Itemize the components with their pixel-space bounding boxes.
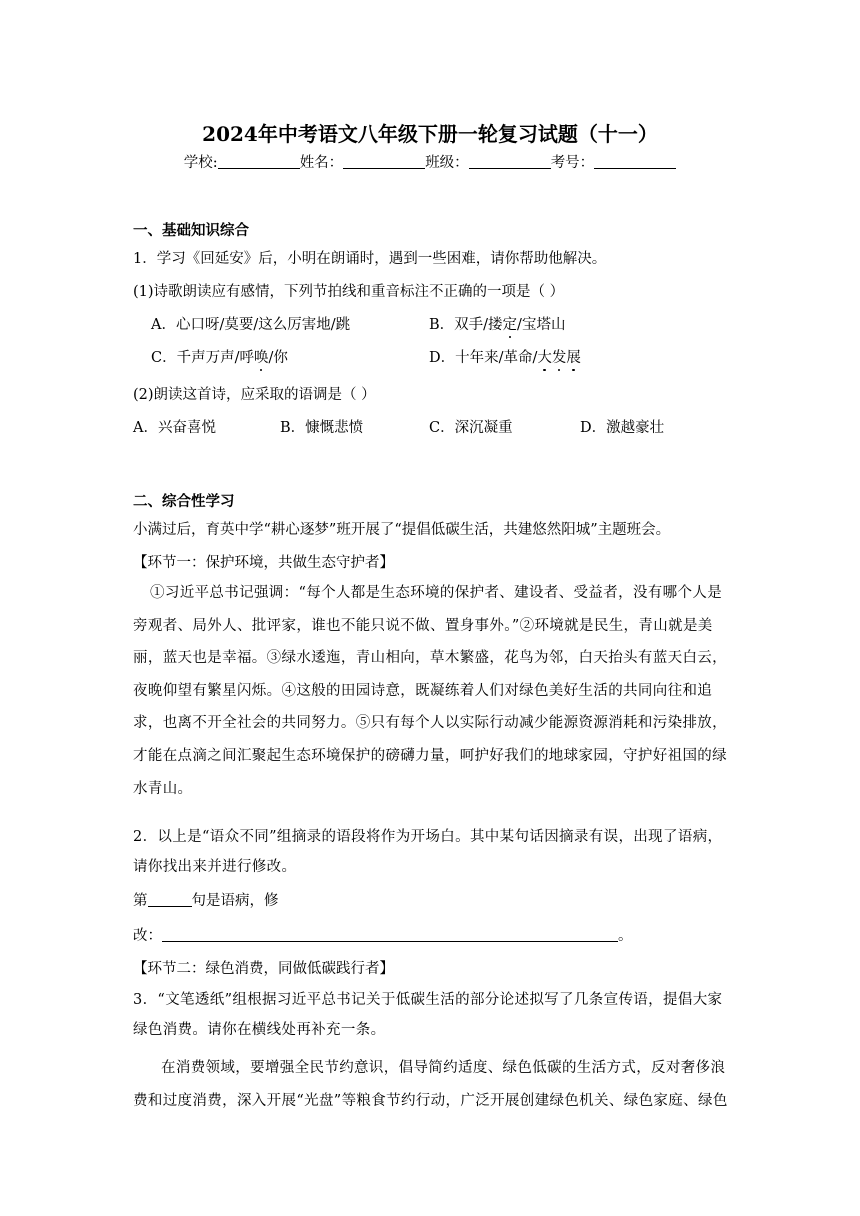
option-b-text: B．双手/搂定/宝塔山 [429,317,566,333]
question-2-answer-line-1 [133,889,279,910]
name-label: 姓名： [299,155,344,171]
option-d[interactable] [429,346,581,367]
class-blank[interactable] [469,154,551,169]
sentence-number-blank[interactable] [148,892,192,907]
question-1-sub-1: (1)诗歌朗读应有感情，下列节拍线和重音标注不正确的一项是（ ） [133,284,565,300]
tone-option-d[interactable]: D．激越豪壮 [580,420,665,436]
stress-dot: 发 [551,350,567,366]
tone-option-c[interactable]: C．深沉凝重 [429,420,513,436]
tone-option-a[interactable]: A．兴奋喜悦 [133,420,216,436]
school-blank[interactable] [218,154,300,169]
question-1-sub-2: (2)朗读这首诗，应采取的语调是（ ） [133,387,376,403]
q2-end: 。 [618,928,633,944]
stress-dot: 展 [566,350,581,366]
q2-mid: 句是语病，修 [191,893,279,909]
section-heading-comprehensive: 二、综合性学习 [133,493,235,510]
stress-dot: 唤 [254,350,269,366]
option-d-text: D．十年来/革命/大发展 [429,350,581,366]
question-2-answer-line-2 [133,924,633,945]
option-a-text: A．心口呀/莫要/这么厉害地/跳 [151,317,351,333]
school-label: 学校: [183,155,218,171]
question-3-passage: 在消费领域，要增强全民节约意识，倡导简约适度、绿色低碳的生活方式，反对奢侈浪费和过度消费，深入开展“光盘”等粮食节约行动，广泛开展创建绿色机关、绿色家庭、绿色 [133,1060,728,1109]
question-1-stem: 1．学习《回延安》后，小明在朗诵时，遇到一些困难，请你帮助他解决。 [133,251,607,267]
q2-line2-label: 改： [133,928,162,944]
option-a[interactable] [151,313,350,334]
stress-dot: 定 [502,317,518,333]
q2-prefix: 第 [133,893,148,909]
name-blank[interactable] [343,154,425,169]
link-2-heading: 【环节二：绿色消费，同做低碳践行者】 [133,961,394,977]
option-c-text: C．千声万声/呼唤/你 [151,350,288,366]
section-heading-basic: 一、基础知识综合 [133,222,249,239]
option-b[interactable] [429,313,565,334]
tone-option-b[interactable]: B．慷慨悲愤 [280,420,364,436]
exam-no-label: 考号： [550,155,595,171]
page-title: 2024年中考语文八年级下册一轮复习试题（十一） [202,122,658,146]
option-c[interactable] [151,346,288,367]
question-2-stem: 2．以上是“语众不同”组摘录的语段将作为开场白。其中某句话因摘录有误，出现了语病，请你找出来并进行修改。 [133,829,723,875]
link-1-heading: 【环节一：保护环境，共做生态守护者】 [133,555,394,571]
section-2-intro: 小满过后，育英中学“耕心逐梦”班开展了“提倡低碳生活，共建悠然阳城”主题班会。 [133,522,671,538]
quoted-passage: ①习近平总书记强调：“每个人都是生态环境的保护者、建设者、受益者，没有哪个人是旁观者、局外人、批评家，谁也不能只说不做、置身事外。”②环境就是民生，青山就是美丽，蓝天也是幸福。③绿水逶迤，青山相向，草木繁盛，花鸟为邻，白天抬头有蓝天白云，夜晚仰望有繁星闪烁。④这般的田园诗意，既凝练着人们对绿色美好生活的共同向往和追求，也离不开全社会的共同努力。⑤只有每个人以实际行动减少能源资源消耗和污染排放，才能在点滴之间汇聚起生态环境保护的磅礴力量，呵护好我们的地球家园，守护好祖国的绿水青山。 [133,585,727,797]
student-info-line [0,151,860,172]
class-label: 班级： [425,155,469,171]
revision-blank[interactable] [162,927,618,942]
question-3-stem: 3．“文笔透纸”组根据习近平总书记关于低碳生活的部分论述拟写了几条宣传语，提倡大家绿色消费。请你在横线处再补充一条。 [133,992,723,1038]
exam-no-blank[interactable] [594,154,676,169]
stress-dot: 大 [537,350,552,366]
